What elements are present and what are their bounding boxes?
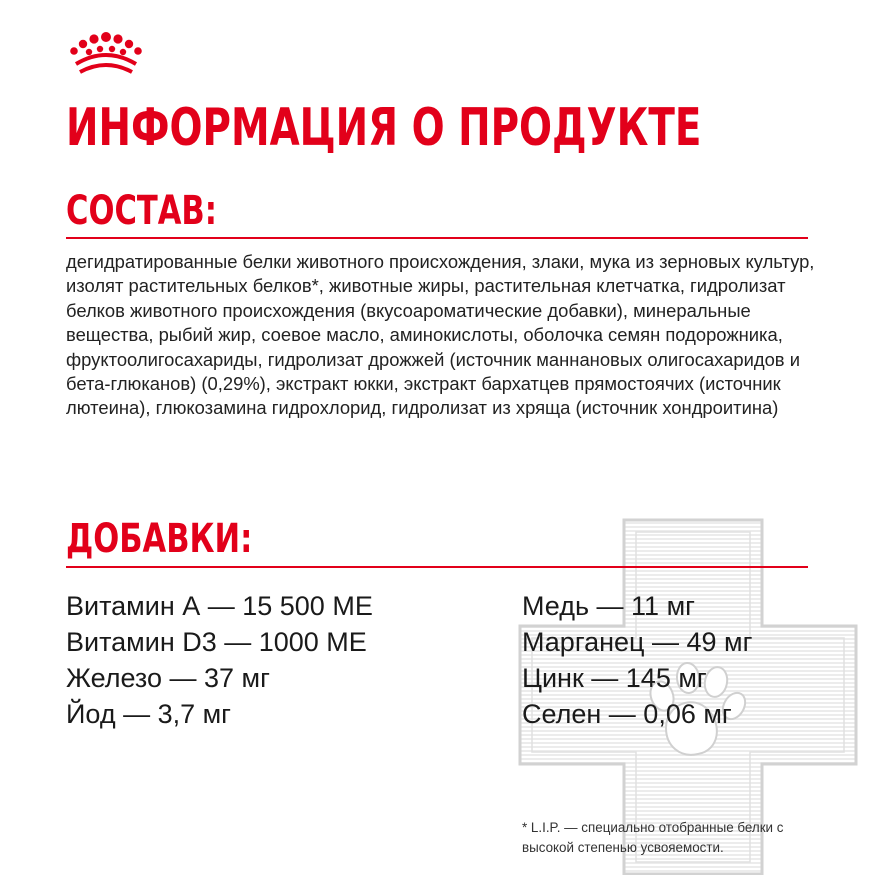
additive-item: Витамин А — 15 500 МЕ <box>66 591 373 621</box>
additives-list-left <box>66 588 373 732</box>
additives-list-right <box>522 588 752 732</box>
additives-heading: ДОБАВКИ: <box>66 516 253 562</box>
page-title: ИНФОРМАЦИЯ О ПРОДУКТЕ <box>66 98 702 158</box>
additive-item: Железо — 37 мг <box>66 663 270 693</box>
composition-heading: СОСТАВ: <box>66 188 217 234</box>
additive-item: Цинк — 145 мг <box>522 663 707 693</box>
composition-divider <box>66 237 808 239</box>
composition-text: дегидратированные белки животного происхождения, злаки, мука из зерновых культур, изолят растительных белков*, животные жиры, растительная клетчатка, гидролизат белков животного происхождения (вкусоароматические добавки), минеральные вещества, рыбий жир, соевое масло, аминокислоты, оболочка семян подорожника, фруктоолигосахариды, гидролизат дрожжей (источник маннановых олигосахаридов и бета-глюканов) (0,29%), экстракт юкки, экстракт бархатцев прямостоячих (источник лютеина), глюкозамина гидрохлорид, гидролизат из хряща (источник хондроитина) <box>66 251 815 419</box>
additive-item: Селен — 0,06 мг <box>522 699 732 729</box>
additive-item: Марганец — 49 мг <box>522 627 753 657</box>
additive-item: Медь — 11 мг <box>522 591 695 621</box>
additive-item: Витамин D3 — 1000 МЕ <box>66 627 367 657</box>
footnote: * L.I.P. — специально отобранные белки с высокой степенью усвояемости. <box>522 820 784 855</box>
additive-item: Йод — 3,7 мг <box>66 699 232 729</box>
crown-icon <box>66 30 146 78</box>
additives-divider <box>66 566 808 568</box>
